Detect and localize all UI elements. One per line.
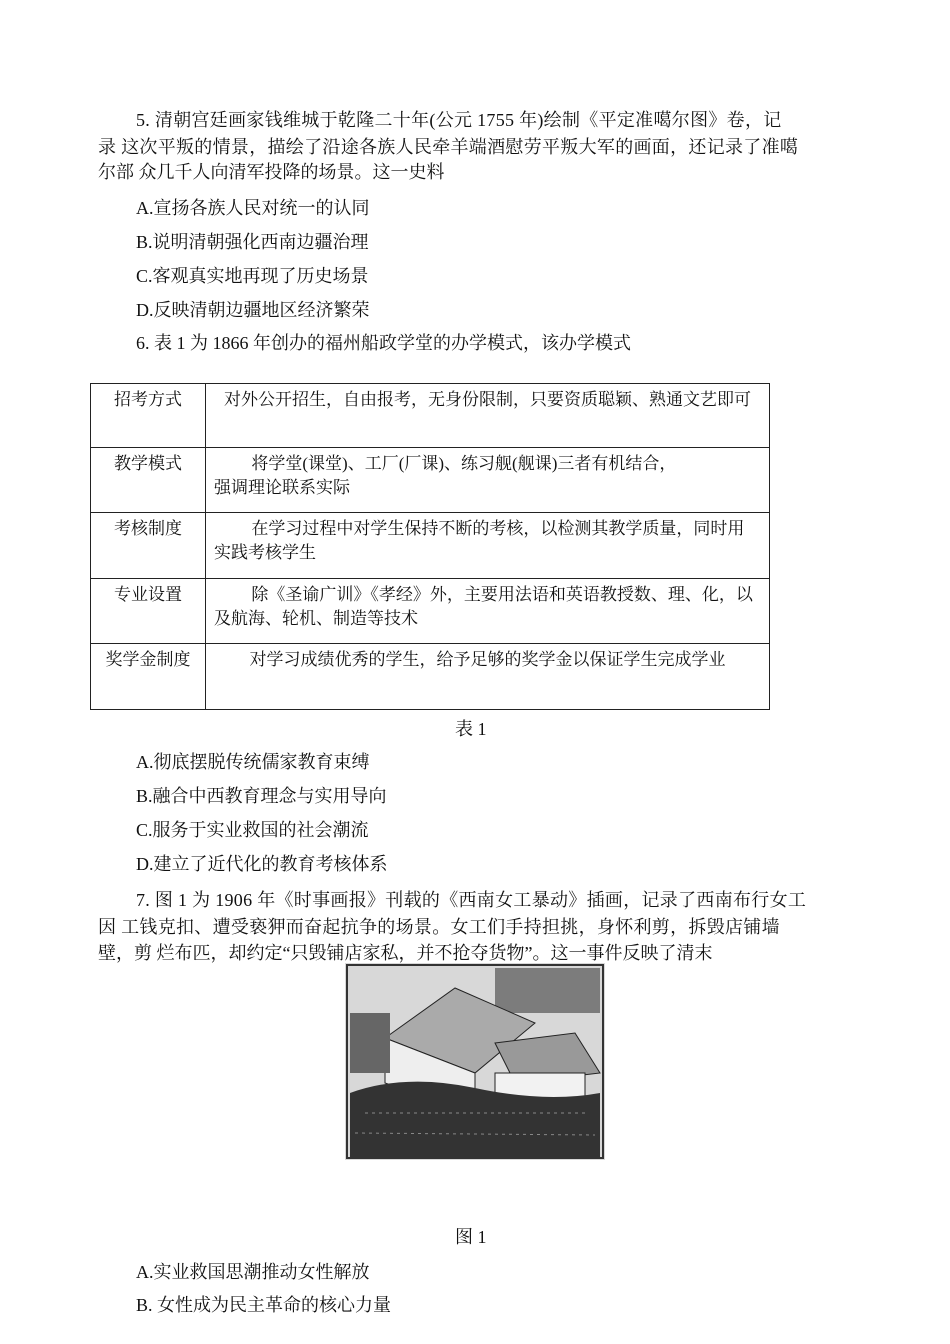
q5-option-a[interactable]: A.宣扬各族人民对统一的认同 xyxy=(136,198,370,218)
q6-stem: 6. 表 1 为 1866 年创办的福州船政学堂的办学模式，该办学模式 xyxy=(136,333,631,353)
q6-option-b[interactable]: B.融合中西教育理念与实用导向 xyxy=(136,786,387,806)
table-row xyxy=(91,579,770,644)
q6-option-a[interactable]: A.彻底摆脱传统儒家教育束缚 xyxy=(136,752,370,772)
row-label: 奖学金制度 xyxy=(91,644,206,710)
row-content: 对学习成绩优秀的学生，给予足够的奖学金以保证学生完成学业 xyxy=(206,644,770,710)
q5-option-b[interactable]: B.说明清朝强化西南边疆治理 xyxy=(136,232,369,252)
q6-option-c[interactable]: C.服务于实业救国的社会潮流 xyxy=(136,820,369,840)
row-content: 除《圣谕广训》《孝经》外，主要用法语和英语教授数、理、化，以及航海、轮机、制造等技术 xyxy=(206,579,770,644)
q5-stem-line: 录 这次平叛的情景，描绘了沿途各族人民牵羊端酒慰劳平叛大军的画面，还记录了准噶 xyxy=(98,137,799,157)
q5-option-c[interactable]: C.客观真实地再现了历史场景 xyxy=(136,266,369,286)
row-content: 在学习过程中对学生保持不断的考核，以检测其教学质量，同时用实践考核学生 xyxy=(206,513,770,579)
row-content: 对外公开招生，自由报考，无身份限制，只要资质聪颖、熟通文艺即可 xyxy=(206,384,770,448)
q6-option-d[interactable]: D.建立了近代化的教育考核体系 xyxy=(136,854,388,874)
table-row xyxy=(91,384,770,448)
q7-stem-line: 壁，剪 烂布匹，却约定“只毁铺店家私，并不抢夺货物”。这一事件反映了清末 xyxy=(98,943,713,963)
table-caption: 表 1 xyxy=(455,719,487,739)
table-row xyxy=(91,448,770,513)
riot-illustration-image xyxy=(345,963,605,1160)
row-label: 专业设置 xyxy=(91,579,206,644)
q5-stem-line: 尔部 众几千人向清军投降的场景。这一史料 xyxy=(98,162,445,182)
q7-stem-line: 7. 图 1 为 1906 年《时事画报》刊载的《西南女工暴动》插画，记录了西南布行女工 xyxy=(136,890,807,910)
row-label: 教学模式 xyxy=(91,448,206,513)
table-row xyxy=(91,644,770,710)
row-label: 考核制度 xyxy=(91,513,206,579)
row-label: 招考方式 xyxy=(91,384,206,448)
q7-option-b[interactable]: B. 女性成为民主革命的核心力量 xyxy=(136,1295,392,1315)
q5-stem-line: 5. 清朝宫廷画家钱维城于乾隆二十年(公元 1755 年)绘制《平定准噶尔图》卷，记 xyxy=(136,110,782,130)
school-model-table xyxy=(90,383,770,710)
q7-option-a[interactable]: A.实业救国思潮推动女性解放 xyxy=(136,1262,370,1282)
table-row xyxy=(91,513,770,579)
figure-caption: 图 1 xyxy=(455,1227,487,1247)
q7-stem-line: 因 工钱克扣、遭受亵狎而奋起抗争的场景。女工们手持担挑，身怀利剪，拆毁店铺墙 xyxy=(98,917,780,937)
q5-option-d[interactable]: D.反映清朝边疆地区经济繁荣 xyxy=(136,300,370,320)
row-content: 将学堂(课堂)、工厂(厂课)、练习舰(舰课)三者有机结合，强调理论联系实际 xyxy=(206,448,770,513)
